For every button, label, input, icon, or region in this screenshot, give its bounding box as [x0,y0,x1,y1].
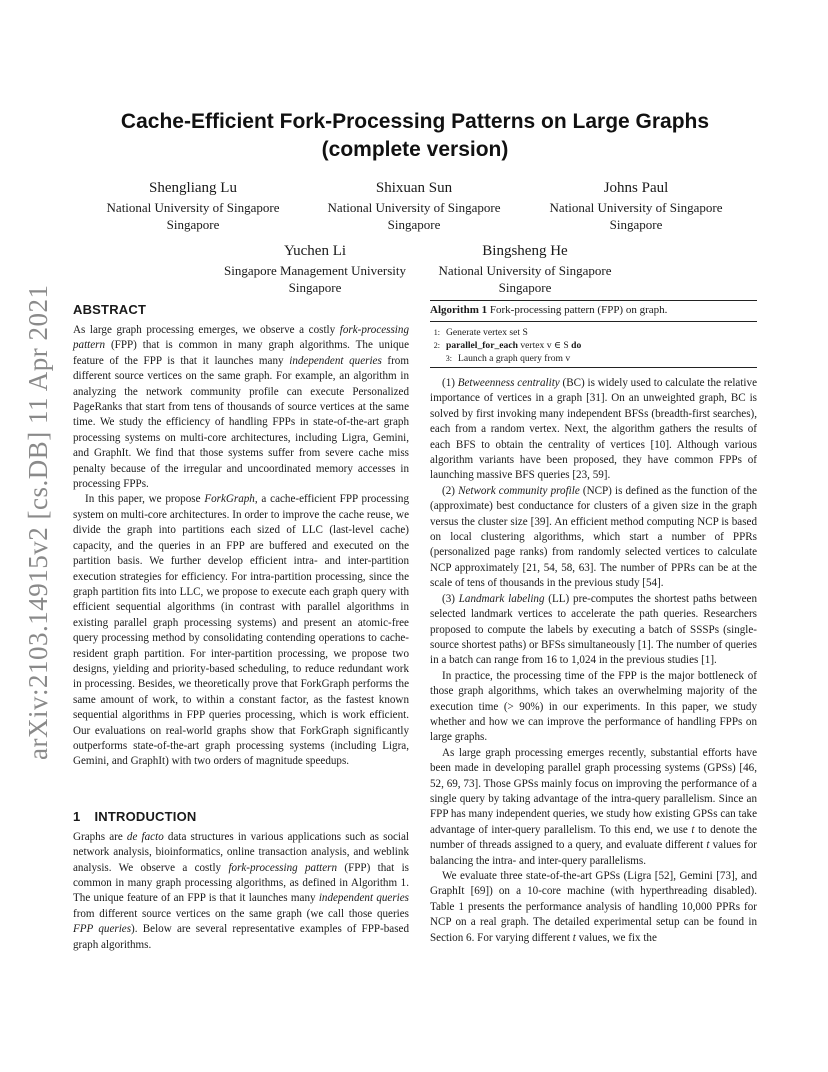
evaluation-paragraph: We evaluate three state-of-the-art GPSs (Ligra [52], Gemini [73], and GraphIt [69]) on a 10-core machine (with hyperthreading disabled). Table 1 presents the performance analysis of handling 10,000 PPRs for NCP on a real graph. The detailed experimental setup can be found in Section 6. For varying different t values, we fix the [430,870,757,944]
introduction-heading [73,808,409,825]
author-country: Singapore [609,217,663,232]
abstract-heading: ABSTRACT [73,302,147,317]
author-block [533,179,739,233]
algorithm-line: 2: parallel_for_each vertex v ∈ S do [433,340,582,351]
abstract-paragraph-2: In this paper, we propose ForkGraph, a cache-efficient FPP processing system on multi-core architectures. In order to improve the cache reuse, we divide the graph into partitions each sized of LLC (last-level cache) capacity, and the queries in an FPP are buffered and executed on the partition basis. We further develop efficient intra- and inter-partition execution strategies for efficiency. For intra-partition processing, since the graph partition fits into LLC, we propose to execute each graph query with efficient sequential algorithms (in contrast with parallel algorithms in existing parallel graph processing systems) and present an atomic-free query processing method by consolidating contending operations to cache-resident graph partition. For inter-partition processing, we propose two designs, yielding and priority-based scheduling, to reduce redundant work in processing. Besides, we theoretically prove that ForkGraph performs the same amount of work, to within a constant factor, as the fastest known sequential algorithms in FPP queries processing, which is work efficient. Our evaluations on real-world graphs show that ForkGraph significantly outperforms state-of-the-art graph processing systems (including Ligra, Gemini, and GraphIt) with two orders of magnitude speedups. [73,493,409,768]
ncp-paragraph: (2) Network community profile (NCP) is defined as the function of the (approximate) best conductance for clusters of a given size in the graph versus the cluster size [39]. An efficient method computing NCP is based on local clustering algorithms, which start a number of PPRs (personalized page ranks) from randomly selected vertices to calculate NCP approximately [21, 54, 58, 63]. The number of PPRs can be at the scale of tens of thousands in the previous study [54]. [430,484,757,590]
author-name: Shengliang Lu [149,180,237,196]
algorithm-line: 1: Generate vertex set S [433,327,528,338]
algorithm-line: 3: Launch a graph query from v [445,353,571,364]
ll-paragraph: (3) Landmark labeling (LL) pre-computes the shortest paths between selected landmark vertices to accelerate the path queries. Researchers proposed to compute the labels by executing a batch of SSSPs (single-source shortest paths) or BFSs simultaneously [1]. The number of queries in a batch can range from 16 to 1,024 in the previous studies [1]. [430,592,757,667]
algorithm-body [430,322,757,367]
author-name: Shixuan Sun [375,180,453,196]
left-column [73,301,409,953]
author-block [311,179,517,233]
author-country: Singapore [387,217,441,232]
author-affiliation: National University of Singapore [327,200,501,215]
author-name: Bingsheng He [482,243,568,259]
section-title: INTRODUCTION [94,808,197,824]
author-block [90,179,296,233]
author-block [422,242,628,296]
author-name: Yuchen Li [283,243,347,259]
right-column [430,300,757,946]
gps-paragraph: As large graph processing emerges recently, substantial efforts have been made in developing parallel graph processing systems (GPSs) [46, 52, 69, 73]. Those GPSs mainly focus on improving the performance of a single query by taking advantage of the intra-query parallelism. Since an FPP has many independent queries, we study how existing GPSs can take advantage of inter-query parallelism. To this end, we use t to denote the number of threads assigned to a query, and evaluate different t values for balancing the intra- and inter-query parallelisms. [430,746,757,867]
author-country: Singapore [166,217,220,232]
author-affiliation: Singapore Management University [224,263,406,278]
author-name: Johns Paul [603,180,669,196]
section-number: 1 [73,808,81,824]
bc-paragraph: (1) Betweenness centrality (BC) is widely used to calculate the relative importance of vertices in a graph [31]. On an unweighted graph, BC is solved by first invoking many independent BFSs (breadth-first searches), each from a random vertex. Next, the algorithm gathers the results of each BFS to obtain the centrality of vertices [10]. Although various algorithm variants have been proposed, they have common FPPs of launching massive BFS queries [23, 59]. [430,377,757,482]
practice-paragraph: In practice, the processing time of the FPP is the major bottleneck of those graph algorithms, which takes an overwhelming majority of the execution time (> 90%) in our experiments. In this paper, we study whether and how we can improve the performance of handling FPPs on large graphs. [430,669,757,744]
author-block [200,242,430,296]
abstract-paragraph-1: As large graph processing emerges, we observe a costly fork-processing pattern (FPP) that is common in many graph algorithms. The unique feature of the FPP is that it launches many independent queries from different source vertices on the same graph. For example, an algorithm in analyzing the network community profile can execute Personalized PageRanks that start from tens of thousands of source vertices at the same time. We study the efficiency of handling FPPs in state-of-the-art graph processing systems on multi-core architectures, including Ligra, Gemini, and GraphIt. We find that those systems suffer from severe cache miss penalty because of the irregular and uncoordinated memory accesses in processing FPPs. [73,324,409,491]
author-affiliation: National University of Singapore [549,200,723,215]
author-affiliation: National University of Singapore [106,200,280,215]
title-line-1: Cache-Efficient Fork-Processing Patterns on Large Graphs [120,110,710,133]
arxiv-identifier: arXiv:2103.14915v2 [cs.DB] 11 Apr 2021 [23,284,53,760]
title-line-2: (complete version) [321,138,509,161]
algorithm-box [430,300,757,368]
paper-title [60,108,770,164]
author-country: Singapore [498,280,552,295]
author-country: Singapore [288,280,342,295]
author-affiliation: National University of Singapore [438,263,612,278]
algorithm-caption: Algorithm 1 Fork-processing pattern (FPP) on graph. [430,301,757,322]
introduction-paragraph-1: Graphs are de facto data structures in various applications such as social network analysis, bioinformatics, online transaction analysis, and weblink analysis. We observe a costly fork-processing pattern (FPP) that is common in many graph processing algorithms, as defined in Algorithm 1. The unique feature of an FPP is that it launches many independent queries from different source vertices on the same graph (we call those queries FPP queries). Below are several representative examples of FPP-based graph algorithms. [73,830,410,951]
